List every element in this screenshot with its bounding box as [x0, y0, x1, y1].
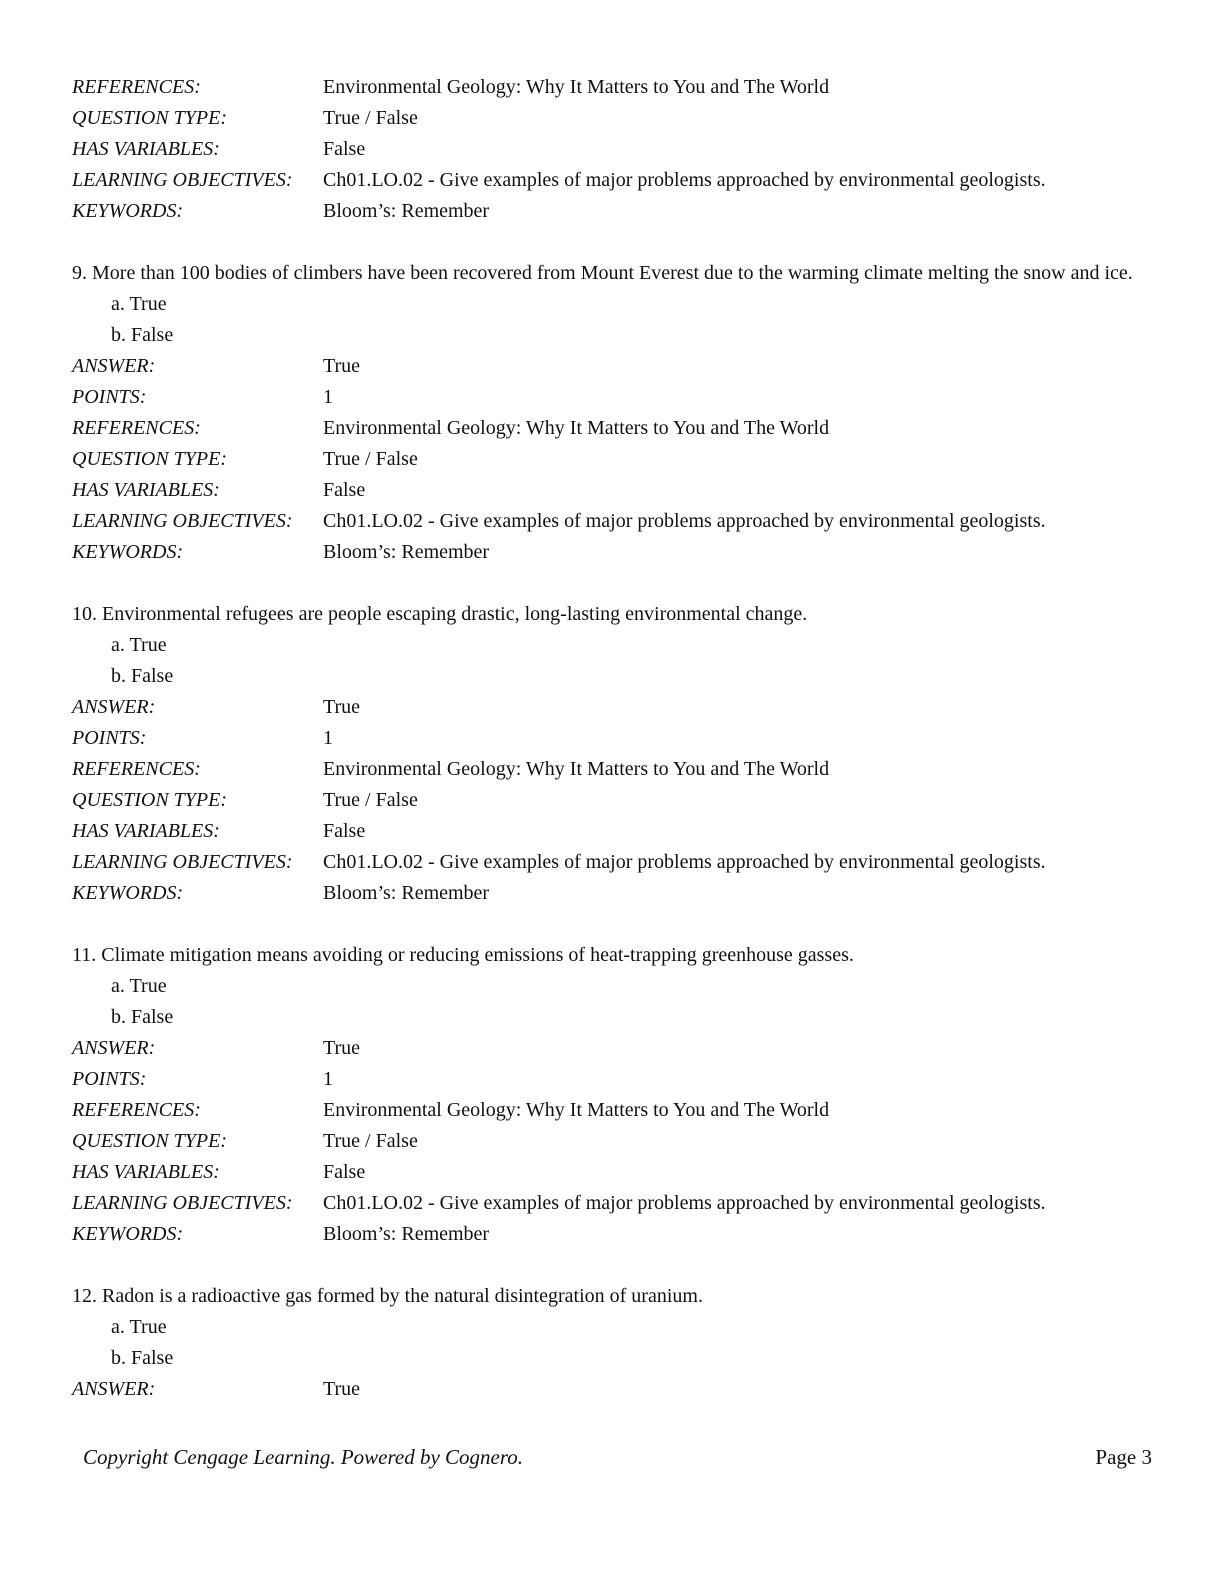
metadata-block	[72, 72, 1152, 227]
metadata-value: True / False	[323, 1130, 418, 1152]
metadata-row-learning-objectives	[72, 847, 1152, 878]
question-text: 9. More than 100 bodies of climbers have been recovered from Mount Everest due to the warming climate melting the snow and ice.	[72, 262, 1133, 284]
metadata-label: QUESTION TYPE:	[72, 448, 228, 470]
metadata-value: Bloom’s: Remember	[323, 1223, 490, 1245]
metadata-value: True	[323, 696, 361, 718]
metadata-row-answer	[72, 1033, 1152, 1064]
metadata-row-references	[72, 754, 1152, 785]
metadata-value: False	[323, 1161, 366, 1183]
metadata-value: True	[323, 1378, 361, 1400]
metadata-label: ANSWER:	[72, 696, 156, 718]
metadata-label: POINTS:	[72, 727, 147, 749]
metadata-label: QUESTION TYPE:	[72, 1130, 228, 1152]
metadata-row-keywords	[72, 1219, 1152, 1250]
metadata-row-question-type	[72, 1126, 1152, 1157]
metadata-value: False	[323, 138, 366, 160]
metadata-label: LEARNING OBJECTIVES:	[72, 1192, 293, 1214]
metadata-label: REFERENCES:	[72, 1099, 201, 1121]
metadata-value: Ch01.LO.02 - Give examples of major problems approached by environmental geologists.	[323, 510, 1046, 532]
metadata-row-references	[72, 413, 1152, 444]
metadata-value: Ch01.LO.02 - Give examples of major problems approached by environmental geologists.	[323, 169, 1046, 191]
choice-b: b. False	[111, 1347, 174, 1369]
metadata-label: KEYWORDS:	[72, 1223, 184, 1245]
metadata-row-keywords	[72, 878, 1152, 909]
metadata-row-has-variables	[72, 134, 1152, 165]
metadata-row-has-variables	[72, 1157, 1152, 1188]
metadata-value: True	[323, 1037, 361, 1059]
metadata-label: KEYWORDS:	[72, 541, 184, 563]
metadata-label: ANSWER:	[72, 1378, 156, 1400]
metadata-label: LEARNING OBJECTIVES:	[72, 851, 293, 873]
choice-a: a. True	[111, 1316, 167, 1338]
metadata-label: HAS VARIABLES:	[72, 138, 220, 160]
metadata-label: HAS VARIABLES:	[72, 479, 220, 501]
metadata-value: False	[323, 479, 366, 501]
question-text: 11. Climate mitigation means avoiding or reducing emissions of heat-trapping greenhouse gasses.	[72, 944, 854, 966]
metadata-value: False	[323, 820, 366, 842]
metadata-value: Ch01.LO.02 - Give examples of major problems approached by environmental geologists.	[323, 1192, 1046, 1214]
choice-b: b. False	[111, 665, 174, 687]
metadata-row-question-type	[72, 444, 1152, 475]
metadata-value: Bloom’s: Remember	[323, 882, 490, 904]
metadata-label: REFERENCES:	[72, 758, 201, 780]
metadata-value: Ch01.LO.02 - Give examples of major problems approached by environmental geologists.	[323, 851, 1046, 873]
question-block	[72, 1281, 1152, 1405]
document-page	[72, 72, 1152, 1405]
metadata-value: True	[323, 355, 361, 377]
page-number: Page 3	[1095, 1445, 1152, 1469]
choice-a: a. True	[111, 975, 167, 997]
metadata-value: 1	[323, 727, 333, 749]
metadata-label: LEARNING OBJECTIVES:	[72, 169, 293, 191]
metadata-row-points	[72, 1064, 1152, 1095]
metadata-label: QUESTION TYPE:	[72, 789, 228, 811]
metadata-row-points	[72, 382, 1152, 413]
metadata-label: REFERENCES:	[72, 417, 201, 439]
question-block	[72, 599, 1152, 909]
metadata-row-question-type	[72, 103, 1152, 134]
metadata-label: QUESTION TYPE:	[72, 107, 228, 129]
metadata-value: True / False	[323, 448, 418, 470]
metadata-label: ANSWER:	[72, 1037, 156, 1059]
question-text: 12. Radon is a radioactive gas formed by the natural disintegration of uranium.	[72, 1285, 703, 1307]
metadata-row-has-variables	[72, 475, 1152, 506]
page-footer	[83, 1442, 1152, 1472]
choice-a: a. True	[111, 293, 167, 315]
metadata-row-learning-objectives	[72, 1188, 1152, 1219]
metadata-row-keywords	[72, 537, 1152, 568]
metadata-label: HAS VARIABLES:	[72, 820, 220, 842]
metadata-row-learning-objectives	[72, 506, 1152, 537]
metadata-label: KEYWORDS:	[72, 882, 184, 904]
metadata-value: Environmental Geology: Why It Matters to You and The World	[323, 76, 830, 98]
metadata-value: Environmental Geology: Why It Matters to You and The World	[323, 758, 830, 780]
metadata-row-keywords	[72, 196, 1152, 227]
metadata-row-has-variables	[72, 816, 1152, 847]
metadata-value: True / False	[323, 107, 418, 129]
metadata-value: True / False	[323, 789, 418, 811]
choice-a: a. True	[111, 634, 167, 656]
metadata-value: 1	[323, 386, 333, 408]
metadata-label: ANSWER:	[72, 355, 156, 377]
metadata-label: REFERENCES:	[72, 76, 201, 98]
metadata-label: POINTS:	[72, 1068, 147, 1090]
metadata-value: Bloom’s: Remember	[323, 541, 490, 563]
choice-b: b. False	[111, 1006, 174, 1028]
metadata-row-learning-objectives	[72, 165, 1152, 196]
metadata-row-references	[72, 72, 1152, 103]
metadata-value: Environmental Geology: Why It Matters to You and The World	[323, 1099, 830, 1121]
metadata-row-answer	[72, 351, 1152, 382]
metadata-value: Bloom’s: Remember	[323, 200, 490, 222]
metadata-row-question-type	[72, 785, 1152, 816]
metadata-row-points	[72, 723, 1152, 754]
footer-copyright: Copyright Cengage Learning. Powered by Cognero.	[83, 1445, 523, 1469]
metadata-value: Environmental Geology: Why It Matters to You and The World	[323, 417, 830, 439]
metadata-row-answer	[72, 692, 1152, 723]
question-text: 10. Environmental refugees are people escaping drastic, long-lasting environmental change.	[72, 603, 808, 625]
metadata-label: KEYWORDS:	[72, 200, 184, 222]
choice-b: b. False	[111, 324, 174, 346]
metadata-row-answer	[72, 1374, 1152, 1405]
metadata-label: LEARNING OBJECTIVES:	[72, 510, 293, 532]
metadata-label: HAS VARIABLES:	[72, 1161, 220, 1183]
metadata-label: POINTS:	[72, 386, 147, 408]
metadata-value: 1	[323, 1068, 333, 1090]
question-block	[72, 940, 1152, 1250]
metadata-row-references	[72, 1095, 1152, 1126]
question-block	[72, 258, 1152, 568]
